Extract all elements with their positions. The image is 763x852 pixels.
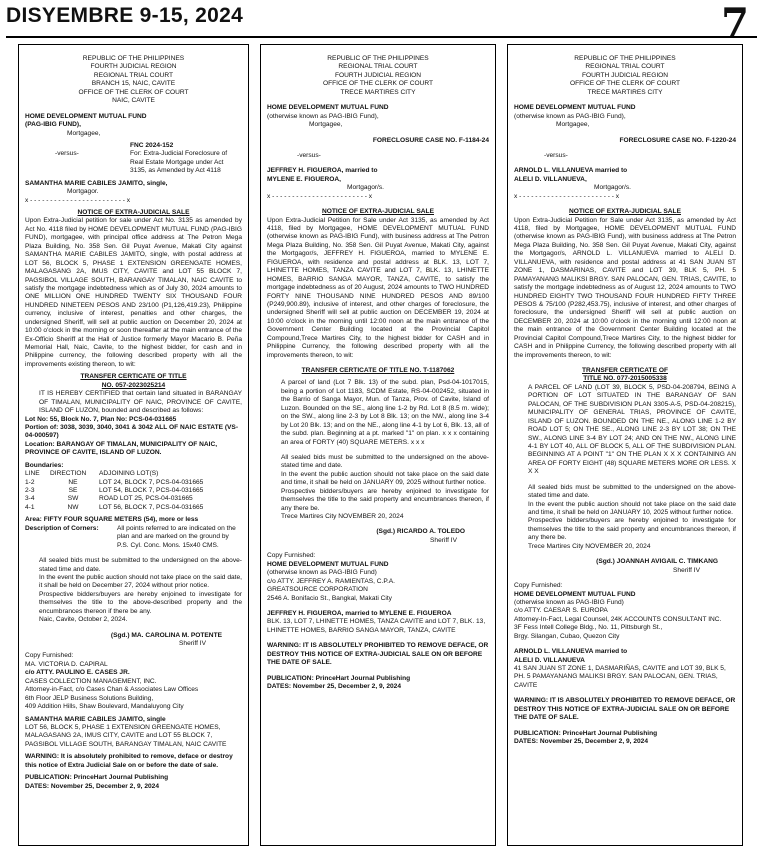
defendant-name: JEFFREY H. FIGUEROA, married to xyxy=(267,167,378,175)
warning-text: WARNING: It is absolutely prohibited to remove, deface or destroy this notice of Extra Judicial Sale on or before the date of sale. xyxy=(25,753,233,769)
boundaries-title: Boundaries: xyxy=(25,461,64,469)
postpone-text: In the event the public auction should not take place on the said date and time, it shall be held on JANUARY 10, 2025 without further notice. xyxy=(528,500,736,516)
table-row xyxy=(25,479,206,487)
notice-body: Upon Extra-Judicial petition for sale under Act No. 3135 as amended by Act No. 4118 filed by HOME DEVELOPMENT MUTUAL FUND (PAG-IBIG FUND), mortgagee, with principal office address at The Petron Mega Plaza Building, No. 358 Sen. Gil Puyat Avenue, Makati City against SAMANTHA MARIE CABILES JAMITO, single, with postal address at LOT 56, BLOCK 5, PHASE 1 EXTENSION GREENGATE HOMES, MALAGASANG 2A, IMUS CITY, CAVITE and LOT 55 BLOCK 7, PAGSIBOL VILLAGE SOUTH, BARANGAY TIMALAN, NAIC CAVITE to satisfy the mortgage indebtedness which as of July 30, 2024 amounts to ONE MILLION ONE HUNDRED TWENTY SIX THOUSAND FOUR HUNDRED NINETEEN PESOS AND 23/100 (P1,126,419.23), Philippine currency, inclusive of interest, penalties and other charges, the undersigned Sheriff, will sell at public auction on December 20, 2024 at 10:00 o'clock in the morning or soon thereafter at the main entrance of the Ex-Officio Sheriff at the Hall of Justice formerly Mayor Macario B. Peña Memorial Hall, Naic, Cavite, to the highest bidder, for cash and in Philippine currency, the following described property with all the improvements existing thereon, to wit: xyxy=(25,217,242,368)
copy-recipient-spouse: ALELI D. VILLANUEVA xyxy=(514,656,585,664)
table-cell: ROAD LOT 25, PCS-04-031665 xyxy=(99,495,193,503)
case-description: For: Extra-Judicial Foreclosure of Real Estate Mortgage under Act 3135, as Amended by Act 4118 xyxy=(130,150,228,175)
court-heading xyxy=(267,55,489,97)
bids-text: All sealed bids must be submitted to the undersigned on the above-stated time and date. xyxy=(281,453,489,470)
mortgagor-label: Mortgagor/s. xyxy=(347,184,385,192)
copy-furnished-label: Copy Furnished: xyxy=(267,552,316,560)
copy-recipient-line: 2546 A. Bonifacio St., Bangkal, Makati City xyxy=(267,594,392,602)
notice-body: Upon Extra-Judicial Petition for Sale under Act 3135, as amended by Act 4118, filed by Mortgagee, HOME DEVELOPMENT MUTUAL FUND (otherwise known as PAG-IBIG Fund), with business address at The Petron Mega Plaza Building, No. 358 Sen. Gil Puyat Avenue, Makati City, against the Mortgagor/s, JEFFREY H. FIGUEROA, married to MYLENE E. FIGUEROA, with residence and postal address at BLK. 13, LOT 7, LHINETTE HOMES, TANZA CAVITE and LOT 7, BLK. 13, LHINETTE HOMES, BARRIO SANGA MAYOR, TANZA, CAVITE, to satisfy the mortgage indebtedness as of 20 August, 2024 amounts to TWO HUNDRED FORTY NINE THOUSAND NINE HUNDRED PESOS AND 89/100 (P249,900.89), inclusive of interest, and other charges of foreclosure, the undersigned Sheriff will sell at public auction on DECEMBER 19, 2024 at 10:00 o'clock in the morning until 12:00 noon at the main entrance of the Government Center Building located at the Provincial Capitol Compound,Trece Martires City, to the highest bidder for CASH and in Philippine Currency, the following described property with all the improvements thereon, to wit: xyxy=(267,216,489,359)
tct-title: TRANSFER CERTICATE OF TITLE NO. T-1187062 xyxy=(301,367,455,374)
copy-recipient-line: MA. VICTORIA D. CAPIRAL xyxy=(25,660,108,668)
table-row xyxy=(25,487,206,495)
copy-recipient-line: 409 Addition Hills, Shaw Boulevard, Mandaluyong City xyxy=(25,703,184,711)
court-line: FOURTH JUDICIAL REGION xyxy=(581,71,669,79)
copy-recipient-line: c/o ATTY. CAESAR S. EUROPA xyxy=(514,607,608,615)
issue-date: DISYEMBRE 9-15, 2024 xyxy=(6,4,244,27)
court-line: NAIC, CAVITE xyxy=(112,97,155,105)
court-line: REPUBLIC OF THE PHILIPPINES xyxy=(82,55,185,62)
table-cell: 3-4 xyxy=(25,495,35,503)
publication: PUBLICATION: PrinceHart Journal Publishing xyxy=(514,729,658,737)
notice-column-naic xyxy=(18,44,249,846)
copy-recipient-line: Brgy. Silangan, Cubao, Quezon City xyxy=(514,632,620,640)
table-row xyxy=(25,495,206,503)
plaintiff-name: HOME DEVELOPMENT MUTUAL FUND xyxy=(25,112,147,120)
corners-text: All points referred to are indicated on the plan and are marked on the ground by P.S. Cyl. Conc. Mons. 15x40 CMS. xyxy=(117,524,236,549)
copy-recipient-line: 6th Floor JELP Business Solutions Building, xyxy=(25,694,154,702)
table-cell: 1-2 xyxy=(25,478,35,486)
page-number: 7 xyxy=(721,0,749,47)
notice-body: Upon Extra-Judicial Petition for Sale under Act 3135, as amended by Act 4118, filed by Mortgagee, HOME DEVELOPMENT MUTUAL FUND (otherwise known as PAG-IBIG Fund), with business address at The Petron Mega Plaza Building, No. 358 Sen. Gil Puyat Avenue, Makati City, against the Mortgagor/s, ARNOLD L. VILLANUEVA married to ALELI D. VILLANUEVA, with residence and postal address at 41 SAN JUAN ST ZONE 1, DASMARINAS, CAVITE and LOT 39, BLK 5, PH. 5 PAMAYANANG MALIKSI BRGY. SAN PALOCAN, GEN. TRIAS, CAVITE, to satisfy the mortgage indebtedness as of August 12, 2024 amounts to TWO HUNDRED EIGHTY TWO THOUSAND FOUR HUNDRED FIFTY THREE PESOS & 75/100 (P282,453.75), inclusive of interest, and other charges of foreclosure, the undersigned Sheriff will sell at public auction on DECEMBER 20, 2024 at 10:00 o'clock in the morning until 12:00 noon at the main entrance of the Government Center Building located at the Provincial Capitol Compound,Trece Martires City, to the highest bidder for CASH and in Philippine Currency, the following described property with all the improvements thereon, to wit: xyxy=(514,216,736,359)
copy-furnished-label: Copy Furnished: xyxy=(514,582,563,590)
copy-recipient-line: 3F Fess Intell College Bldg., No. 11, Pittsburgh St., xyxy=(514,624,663,632)
location: Location: BARANGAY OF TIMALAN, MUNICIPALITY OF NAIC, PROVINCE OF CAVITE, ISLAND OF LUZON. xyxy=(25,440,218,457)
copy-recipient-address: 41 SAN JUAN ST ZONE 1, DASMARIÑAS, CAVITE and LOT 39, BLK 5, PH. 5 PAMAYANANG MALIKSI BRGY. SAN PALOCAN, GEN. TRIAS, CAVITE xyxy=(514,665,726,689)
defendant-spouse: MYLENE E. FIGUEROA, xyxy=(267,175,342,183)
table-cell: NW xyxy=(67,503,79,511)
copy-recipient-line: Attorney-in-Fact, c/o Cases Chan & Associates Law Offices xyxy=(25,686,199,694)
signature: (Sgd.) MA. CAROLINA M. POTENTE xyxy=(110,631,222,639)
warning-text: WARNING: IT IS ABSOLUTELY PROHIBITED TO REMOVE DEFACE, OR DESTROY THIS NOTICE OF EXTRA-JUDICIAL SALE ON OR BEFORE THE DATE OF SALE. xyxy=(514,697,736,722)
copy-recipient-line: GREATSOURCE CORPORATION xyxy=(267,586,368,594)
defendant-name: ARNOLD L. VILLANUEVA married to xyxy=(514,167,628,175)
court-heading xyxy=(25,55,242,106)
table-cell: LOT 24, BLOCK 7, PCS-04-031665 xyxy=(99,478,204,486)
sheriff-title: Sheriff IV xyxy=(673,566,700,574)
court-line: OFFICE OF THE CLERK OF COURT xyxy=(569,80,681,88)
copy-recipient-address: LOT 56, BLOCK 5, PHASE 1 EXTENSION GREENGATE HOMES, MALAGASANG 2A, IMUS CITY, CAVITE and LOT 55 BLOCK 7, PAGSIBOL VILLAGE SOUTH, BARANGAY TIMALAN, NAIC CAVITE xyxy=(25,723,227,748)
copy-recipient-line: HOME DEVELOPMENT MUTUAL FUND xyxy=(514,590,636,598)
bids-text: All sealed bids must be submitted to the undersigned on the above-stated time and date. xyxy=(528,483,736,500)
tct-number: NO. 057-2023025214 xyxy=(101,381,166,389)
notice-title: NOTICE OF EXTRA-JUDICIAL SALE xyxy=(569,208,681,216)
publication-dates: DATES: November 25, December 2, 9, 2024 xyxy=(267,683,402,690)
bids-text: All sealed bids must be submitted to the undersigned on the above-stated time and date. xyxy=(39,557,242,573)
copy-recipient-name: SAMANTHA MARIE CABILES JAMITO, single xyxy=(25,715,166,723)
versus-label: -versus- xyxy=(297,151,321,159)
notice-title: NOTICE OF EXTRA-JUDICIAL SALE xyxy=(322,208,434,216)
boundaries-table xyxy=(25,470,206,512)
copy-recipient-line: (otherwise known as PAG-IBIG Fund) xyxy=(267,569,377,577)
table-header-row xyxy=(25,470,206,478)
mortgagor-label: Mortgagor. xyxy=(67,188,99,196)
postpone-text: In the event the public auction should not take place on the said date, it shall be held on December 27, 2024 without prior notice. xyxy=(39,573,242,590)
copy-recipient-line: c/o ATTY. PAULINO E. CASES JR. xyxy=(25,669,130,677)
versus-label: -versus- xyxy=(544,151,568,159)
header-rule xyxy=(6,36,757,38)
separator-line: x - - - - - - - - - - - - - - - - - - - - - - - - x xyxy=(267,192,373,200)
copy-recipient-name: JEFFREY H. FIGUEROA, married to MYLENE E. FIGUEROA xyxy=(267,609,452,617)
place-date: Naic, Cavite, October 2, 2024. xyxy=(39,616,128,624)
copy-furnished-label: Copy Furnished: xyxy=(25,652,74,660)
tct-title: TRANSFER CERTICATE OF TITLE xyxy=(80,373,187,381)
postpone-text: In the event the public auction should not take place on the said date and time, it shall be held on JANUARY 09, 2025 without further notice. xyxy=(281,470,489,487)
prospective-text: Prospective bidders/buyers are hereby enjoined to investigate for themselves the title to the said property and encumbrances thereon, if any there be. xyxy=(281,487,489,512)
publication: PUBLICATION: PrinceHart Journal Publishing xyxy=(25,774,169,782)
court-heading xyxy=(514,55,736,97)
court-line: REGIONAL TRIAL COURT xyxy=(585,63,665,71)
copy-recipient-address: BLK. 13, LOT 7, LHINETTE HOMES, TANZA CAVITE and LOT 7, BLK. 13, LHINETTE HOMES, BARRIO SANGA MAYOR, TANZA, CAVITE xyxy=(267,618,486,634)
court-line: REPUBLIC OF THE PHILIPPINES xyxy=(574,55,676,62)
table-cell: 4-1 xyxy=(25,503,35,511)
signature: (Sgd.) JOANNAH AVIGAIL C. TIMKANG xyxy=(596,558,718,566)
table-cell: NE xyxy=(68,478,78,486)
table-header-cell: DIRECTION xyxy=(50,470,87,478)
publication-dates: DATES: November 25, December 2, 9, 2024 xyxy=(514,738,649,746)
copy-recipient-line: CASES COLLECTION MANAGEMENT, INC. xyxy=(25,677,157,685)
warning-text: WARNING: IT IS ABSOLUTELY PROHIBITED TO REMOVE DEFACE, OR DESTROY THIS NOTICE OF EXTRA-JUDICIAL SALE ON OR BEFORE THE DATE OF SALE. xyxy=(267,642,489,667)
prospective-text: Prospective bidders/buyers are hereby enjoined to investigate for themselves the title to the said property and encumbrances thereon, if any there be. xyxy=(528,517,736,542)
court-line: TRECE MARTIRES CITY xyxy=(587,88,663,96)
plaintiff-aka: (otherwise known as PAG-IBIG Fund), xyxy=(267,112,379,120)
table-cell: SW xyxy=(67,495,79,503)
sheriff-title: Sheriff IV xyxy=(179,640,206,647)
mortgagee-label: Mortgagee, xyxy=(309,121,343,129)
table-header-cell: ADJOINING LOT(S) xyxy=(99,470,159,478)
notice-column-trece-2 xyxy=(507,44,743,846)
place-date: Trece Martires City NOVEMBER 20, 2024 xyxy=(528,542,651,550)
separator-line: x - - - - - - - - - - - - - - - - - - - - - - - - x xyxy=(25,196,131,204)
court-line: REGIONAL TRIAL COURT xyxy=(338,63,418,71)
copy-recipient-name: ARNOLD L. VILLANUEVA married to xyxy=(514,648,628,656)
court-line: FOURTH JUDICIAL REGION xyxy=(334,71,422,79)
table-row xyxy=(25,504,206,512)
court-line: OFFICE OF THE CLERK OF COURT xyxy=(78,88,189,96)
separator-line: x - - - - - - - - - - - - - - - - - - - - - - - - x xyxy=(514,192,620,200)
prospective-text: Prospective bidders/buyers are hereby enjoined to investigate for themselves the title to the above-described property and the encumbrances thereon if there be any. xyxy=(39,590,242,615)
publication-dates: DATES: November 25, December 2, 9, 2024 xyxy=(25,782,160,790)
table-header-cell: LINE xyxy=(25,470,40,478)
tct-body: A parcel of land (Lot 7 Blk. 13) of the subd. plan, Psd-04-1017015, being a portion of Lot 1183, SCDM Estate, RS-04-002452, situated in the Barrio of Sanga Mayor, Mun. of Tanza, Prov. of Cavite, Island of Luzon. Bounded on the SE., along line 1-2 by Rd. Lot 8 (8.5 m. wide); on the SW., along line 2-3 by Lot 8 Blk. 13; on the NW., along line 3-4 by Lot 20 Blk. 13; and on the NE., along line 4-1 by Lot 6, Blk. 13, all of the subd. plan. Beginning at a pt. marked "1" on plan. x x x containing an area of FORTY (40) SQUARE METERS. x x x xyxy=(281,379,489,446)
copy-recipient-line: (otherwise known as PAG-IBIG Fund) xyxy=(514,598,624,606)
portion-of: Portion of: 3038, 3039, 3040, 3041 & 3042 ALL OF NAIC ESTATE (VS-04-000597) xyxy=(25,423,239,440)
tct-body: IT IS HEREBY CERTIFIED that certain land situated in BARANGAY OF TIMALAN, MUNICIPALITY OF NAIC, PROVINCE OF CAVITE, ISLAND OF LUZON, bounded and described as follows: xyxy=(39,390,242,415)
court-line: OFFICE OF THE CLERK OF COURT xyxy=(322,80,434,88)
court-line: FOURTH JUDICIAL REGION xyxy=(90,63,177,71)
sheriff-title: Sheriff IV xyxy=(430,536,457,544)
place-date: Trece Martires City NOVEMBER 20, 2024 xyxy=(281,513,404,520)
notice-title: NOTICE OF EXTRA-JUDICIAL SALE xyxy=(77,209,190,216)
plaintiff-name: HOME DEVELOPMENT MUTUAL FUND xyxy=(267,104,389,112)
tct-title: TRANSFER CERTICATE OF xyxy=(582,367,668,374)
plaintiff-aka: (otherwise known as PAG-IBIG Fund), xyxy=(514,112,626,120)
copy-recipient-line: c/o ATTY. JEFFREY A. RAMIENTAS, C.P.A. xyxy=(267,577,396,585)
defendant-name: SAMANTHA MARIE CABILES JAMITO, single, xyxy=(25,179,168,187)
defendant-spouse: ALELI D. VILLANUEVA, xyxy=(514,175,587,183)
case-number: FORECLOSURE CASE NO. F-1220-24 xyxy=(619,136,736,144)
court-line: TRECE MARTIRES CITY xyxy=(340,88,416,96)
case-number: FORECLOSURE CASE NO. F-1184-24 xyxy=(372,136,489,144)
plaintiff-name: HOME DEVELOPMENT MUTUAL FUND xyxy=(514,104,636,112)
plaintiff-aka: (PAG-IBIG FUND), xyxy=(25,121,81,129)
tct-number: TITLE NO. 077-2015005338 xyxy=(583,375,667,383)
court-line: BRANCH 15, NAIC, CAVITE xyxy=(91,80,176,88)
notice-column-trece-1 xyxy=(260,44,496,846)
mortgagee-label: Mortgagee, xyxy=(556,121,590,129)
tct-body: A PARCEL OF LAND (LOT 39, BLOCK 5, PSD-04-208794, BEING A PORTION OF LOT SITUATED IN THE BARANGAY OF SAN PALOCAN, OF THE SUBDIVISION PLAN 3305-A-5, PSD-04-208215), MUNICIPALITY OF GENERAL TRIAS, PROVINCE OF CAVITE, ISLAND OF LUZON. BOUNDED ON THE NE., ALONG LINE 1-2 BY ROAD LOT 5; ON THE SE., ALONG LINE 2-3 BY LOT 38; ON THE SW., ALONG LINE 3-4 BY LOT 24; AND ON THE NW., ALONG LINE 4-1 BY LOT 40, ALL OF BLOCK 5, ALL OF THE SUBDIVISION PLAN. BEGINNING AT A POINT "1" ON THE PLAN X X X CONTAINING AN AREA OF FORTY EIGHT (48) SQUARE METERS MORE OR LESS. X X X xyxy=(528,383,736,476)
versus-label: -versus- xyxy=(55,150,79,158)
table-cell: LOT 54, BLOCK 7, PCS-04-031665 xyxy=(99,487,204,494)
copy-recipient-line: HOME DEVELOPMENT MUTUAL FUND xyxy=(267,560,389,568)
signature: (Sgd.) RICARDO A. TOLEDO xyxy=(376,528,465,536)
mortgagor-label: Mortgagor/s. xyxy=(594,184,632,192)
publication: PUBLICATION: PrinceHart Journal Publishing xyxy=(267,674,411,682)
court-line: REGIONAL TRIAL COURT xyxy=(93,71,174,79)
table-cell: LOT 56, BLOCK 7, PCS-04-031665 xyxy=(99,503,204,511)
case-number: FNC 2024-152 xyxy=(130,141,174,149)
lot-number: Lot No: 55, Block No. 7, Plan No: PCS-04-031665 xyxy=(25,415,177,423)
mortgagee-label: Mortgagee, xyxy=(67,129,101,137)
corners-label: Description of Corners: xyxy=(25,524,99,532)
copy-recipient-line: Attorney-In-Fact, Legal Counsel, 24K ACCOUNTS CONSULTANT INC. xyxy=(514,615,722,623)
court-line: REPUBLIC OF THE PHILIPPINES xyxy=(327,55,429,62)
table-cell: SE xyxy=(68,487,78,494)
area: Area: FIFTY FOUR SQUARE METERS (54), more or less xyxy=(25,516,199,524)
table-cell: 2-3 xyxy=(25,487,35,494)
